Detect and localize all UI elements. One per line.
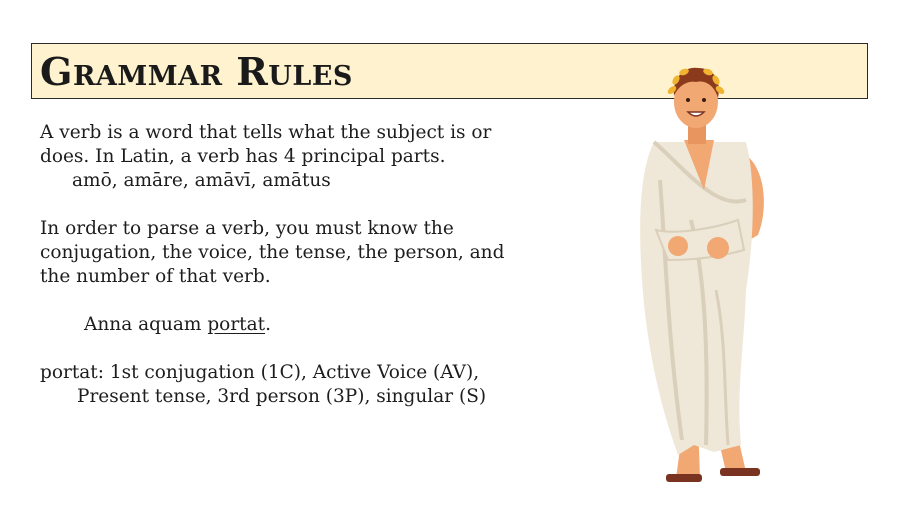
parse-instructions-line-3: the number of that verb. (40, 266, 271, 287)
spacer (40, 337, 560, 361)
example-sentence (40, 313, 560, 337)
example-period: . (265, 314, 271, 335)
principal-parts: amō, amāre, amāvī, amātus (72, 170, 331, 191)
definition-line-1: A verb is a word that tells what the subject is or (40, 122, 492, 143)
parse-instructions-line-1: In order to parse a verb, you must know the (40, 218, 454, 239)
slide-title: Grammar Rules (40, 49, 353, 94)
slide-body (40, 121, 560, 409)
parse-result-line-1: portat: 1st conjugation (1C), Active Voice (AV), (40, 362, 480, 383)
spacer (40, 289, 560, 313)
roman-toga-figure-icon (596, 60, 796, 490)
definition-line-2: does. In Latin, a verb has 4 principal parts. (40, 146, 446, 167)
example-text: Anna aquam (84, 314, 208, 335)
spacer (40, 193, 560, 217)
parse-instructions-line-2: conjugation, the voice, the tense, the person, and (40, 242, 505, 263)
example-verb: portat (207, 314, 266, 335)
parse-result-line-2: Present tense, 3rd person (3P), singular (S) (77, 386, 487, 407)
